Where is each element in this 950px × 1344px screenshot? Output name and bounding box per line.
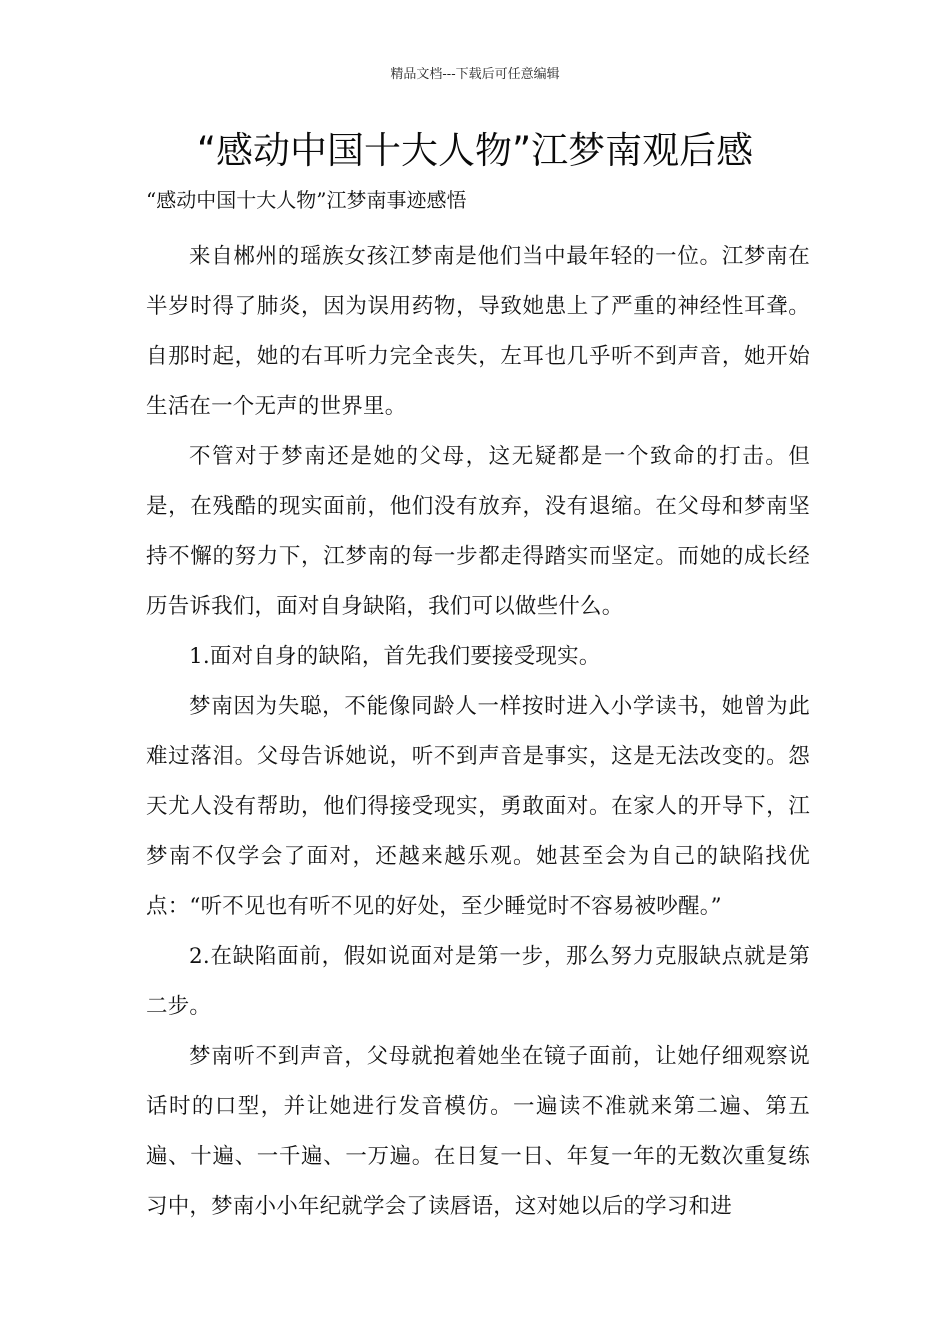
numbered-point: 2.在缺陷面前，假如说面对是第一步，那么努力克服缺点就是第二步。 <box>146 944 810 1019</box>
document-subtitle: “感动中国十大人物”江梦南事迹感悟 <box>146 188 467 212</box>
paragraph: 不管对于梦南还是她的父母，这无疑都是一个致命的打击。但是，在残酷的现实面前，他们没有放弃，没有退缩。在父母和梦南坚持不懈的努力下，江梦南的每一步都走得踏实而坚定。而她的成长经历告诉我们，面对自身缺陷，我们可以做些什么。 <box>146 444 810 619</box>
page-header: 精品文档---下载后可任意编辑 <box>390 67 560 82</box>
paragraph: 梦南因为失聪，不能像同龄人一样按时进入小学读书，她曾为此难过落泪。父母告诉她说，听不到声音是事实，这是无法改变的。怨天尤人没有帮助，他们得接受现实，勇敢面对。在家人的开导下，江梦南不仅学会了面对，还越来越乐观。她甚至会为自己的缺陷找优点：“听不见也有听不见的好处，至少睡觉时不容易被吵醒。” <box>146 694 810 919</box>
numbered-point: 1.面对自身的缺陷，首先我们要接受现实。 <box>189 644 601 669</box>
document-title: “感动中国十大人物”江梦南观后感 <box>196 129 754 172</box>
paragraph: 梦南听不到声音，父母就抱着她坐在镜子面前，让她仔细观察说话时的口型，并让她进行发音模仿。一遍读不准就来第二遍、第五遍、十遍、一千遍、一万遍。在日复一日、年复一年的无数次重复练习中，梦南小小年纪就学会了读唇语，这对她以后的学习和进 <box>146 1044 810 1219</box>
paragraph: 来自郴州的瑶族女孩江梦南是他们当中最年轻的一位。江梦南在半岁时得了肺炎，因为误用药物，导致她患上了严重的神经性耳聋。自那时起，她的右耳听力完全丧失，左耳也几乎听不到声音，她开始生活在一个无声的世界里。 <box>146 244 810 419</box>
document-body <box>146 232 810 1232</box>
